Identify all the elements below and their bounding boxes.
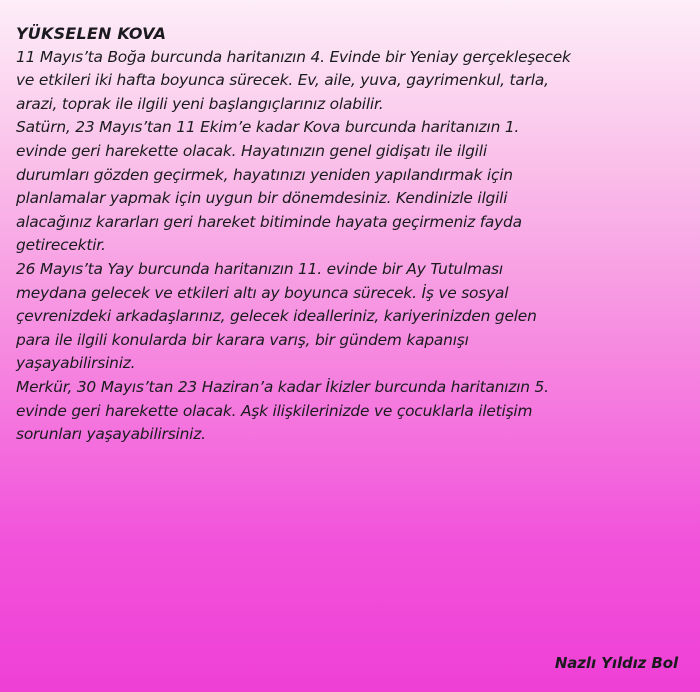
- text-line: meydana gelecek ve etkileri altı ay boyunca sürecek. İş ve sosyal: [16, 283, 509, 302]
- text-line: Satürn, 23 Mayıs’tan 11 Ekim’e kadar Kova burcunda haritanızın 1.: [16, 118, 520, 137]
- text-line: planlamalar yapmak için uygun bir dönemdesiniz. Kendinizle ilgili: [16, 189, 508, 208]
- text-line: sorunları yaşayabilirsiniz.: [16, 425, 206, 444]
- text-line: yaşayabilirsiniz.: [16, 354, 136, 373]
- text-line: alacağınız kararları geri hareket bitiminde hayata geçirmeniz fayda: [16, 212, 522, 231]
- text-line: 26 Mayıs’ta Yay burcunda haritanızın 11. evinde bir Ay Tutulması: [16, 259, 503, 278]
- text-line: evinde geri harekette olacak. Aşk ilişkilerinizde ve çocuklarla iletişim: [16, 401, 533, 420]
- text-line: ve etkileri iki hafta boyunca sürecek. Ev, aile, yuva, gayrimenkul, tarla,: [16, 71, 549, 90]
- text-line: evinde geri harekette olacak. Hayatınızın genel gidişatı ile ilgili: [16, 141, 487, 160]
- text-line: arazi, toprak ile ilgili yeni başlangıçlarınız olabilir.: [16, 94, 384, 113]
- horoscope-text: [16, 22, 692, 447]
- author-signature: Nazlı Yıldız Bol: [554, 654, 678, 672]
- text-line: 11 Mayıs’ta Boğa burcunda haritanızın 4. Evinde bir Yeniay gerçekleşecek: [16, 47, 571, 66]
- text-line: durumları gözden geçirmek, hayatınızı yeniden yapılandırmak için: [16, 165, 513, 184]
- title: YÜKSELEN KOVA: [16, 24, 167, 43]
- text-line: getirecektir.: [16, 236, 106, 255]
- text-line: çevrenizdeki arkadaşlarınız, gelecek idealleriniz, kariyerinizden gelen: [16, 307, 537, 326]
- text-line: para ile ilgili konularda bir karara varış, bir gündem kapanışı: [16, 330, 469, 349]
- text-line: Merkür, 30 Mayıs’tan 23 Haziran’a kadar İkizler burcunda haritanızın 5.: [16, 377, 549, 396]
